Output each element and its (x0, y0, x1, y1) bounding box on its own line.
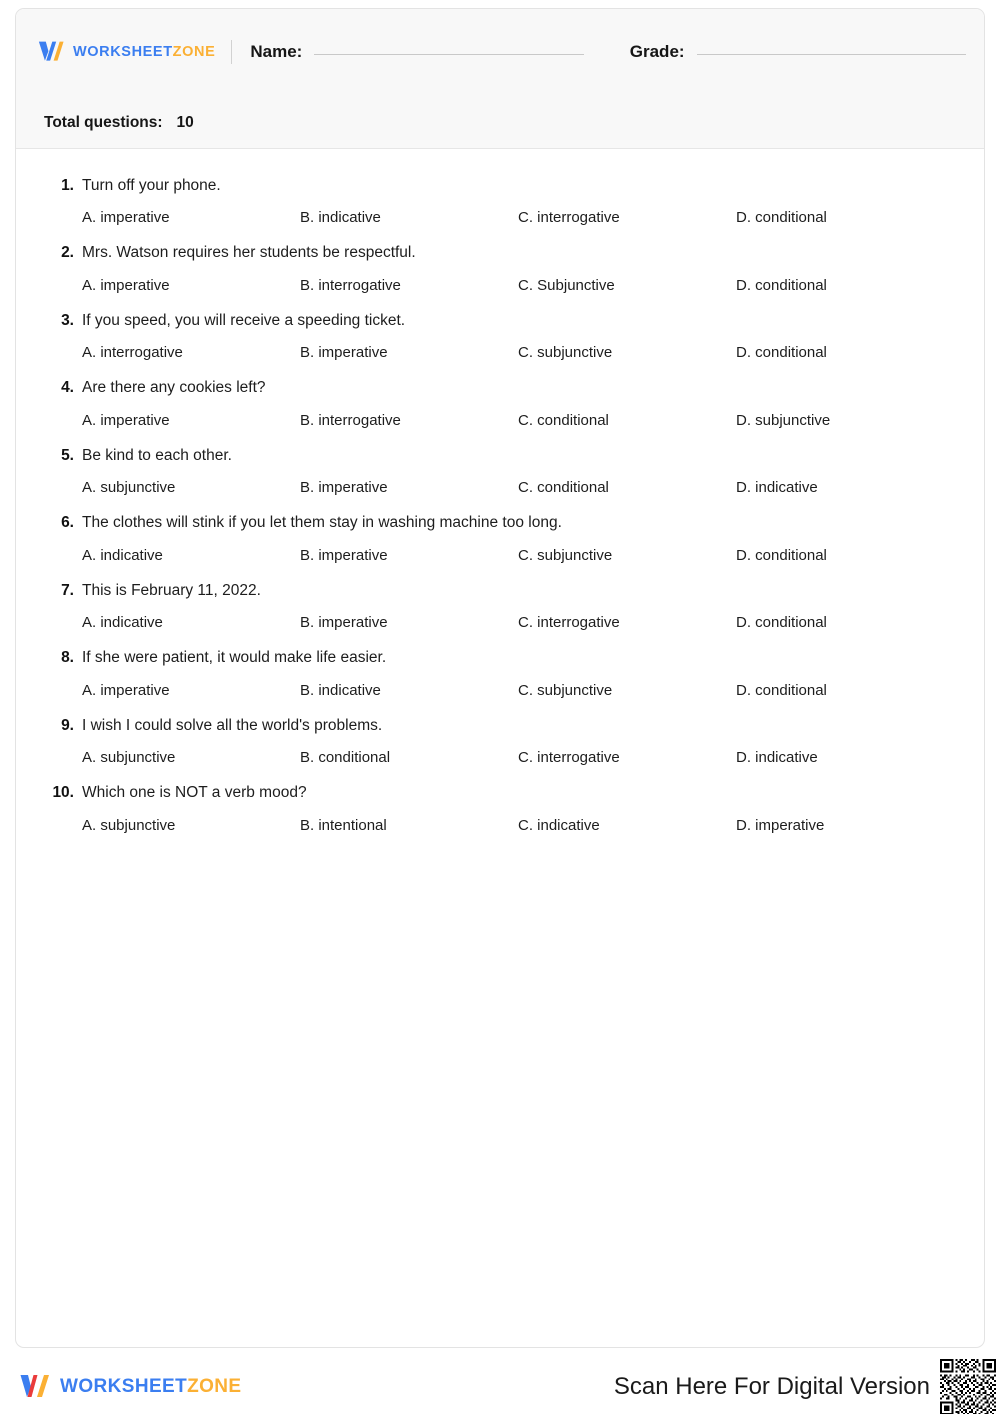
answer-option[interactable]: B. indicative (300, 209, 381, 227)
answer-option[interactable]: B. imperative (300, 344, 388, 362)
answer-option[interactable]: A. indicative (82, 614, 163, 632)
page-footer (0, 1360, 1000, 1414)
answer-options (42, 614, 958, 631)
question-number: 3. (61, 311, 74, 329)
header-divider (231, 40, 232, 64)
question-prompt-row (42, 580, 958, 602)
answer-options (42, 479, 958, 496)
footer-logo-word-worksheet: WORKSHEET (60, 1376, 188, 1397)
footer-logo-word-zone: ZONE (187, 1376, 242, 1397)
answer-option[interactable]: A. indicative (82, 546, 163, 564)
answer-option[interactable]: A. imperative (82, 411, 170, 429)
name-field[interactable] (250, 42, 583, 62)
question-text: The clothes will stink if you let them stay in washing machine too long. (82, 514, 562, 532)
answer-option[interactable]: C. subjunctive (518, 681, 613, 699)
question-item (42, 647, 958, 698)
question-number: 6. (61, 514, 74, 532)
question-text: Turn off your phone. (82, 177, 221, 194)
question-item (42, 310, 958, 361)
answer-option[interactable]: C. interrogative (518, 749, 620, 767)
answer-option[interactable]: C. conditional (518, 479, 609, 497)
answer-option[interactable]: C. conditional (518, 411, 609, 429)
answer-options (42, 817, 958, 834)
question-prompt-row (42, 647, 958, 669)
logo-wordmark (73, 44, 215, 60)
scan-digital-version-label: Scan Here For Digital Version (613, 1373, 930, 1400)
answer-option[interactable]: D. imperative (736, 816, 825, 834)
answer-option[interactable]: C. Subjunctive (518, 276, 615, 294)
answer-option[interactable]: A. imperative (82, 276, 170, 294)
answer-options (42, 344, 958, 361)
footer-worksheet-zone-logo (18, 1372, 242, 1402)
question-item (42, 782, 958, 833)
header-row (16, 29, 984, 75)
answer-option[interactable]: B. intentional (300, 816, 387, 834)
total-questions (44, 114, 194, 132)
total-questions-label: Total questions: (44, 114, 163, 131)
total-questions-value: 10 (176, 114, 194, 131)
grade-label: Grade: (629, 42, 685, 61)
footer-logo-wordmark (60, 1376, 242, 1398)
logo-w-icon (36, 39, 66, 65)
question-text: Mrs. Watson requires her students be respectful. (82, 244, 416, 262)
question-number: 1. (61, 177, 74, 194)
answer-option[interactable]: B. indicative (300, 681, 381, 699)
name-label: Name: (250, 42, 303, 61)
logo-word-worksheet: WORKSHEET (73, 44, 173, 60)
qr-code-icon[interactable] (940, 1359, 996, 1414)
footer-logo-w-icon (18, 1372, 52, 1402)
answer-option[interactable]: A. subjunctive (82, 479, 176, 497)
answer-options (42, 749, 958, 766)
answer-option[interactable]: D. conditional (736, 614, 827, 632)
question-item (42, 445, 958, 496)
question-number: 4. (61, 379, 74, 397)
answer-options (42, 682, 958, 699)
answer-options (42, 547, 958, 564)
answer-option[interactable]: A. interrogative (82, 344, 183, 362)
answer-option[interactable]: B. interrogative (300, 411, 401, 429)
answer-option[interactable]: D. conditional (736, 546, 827, 564)
question-text: Be kind to each other. (82, 446, 232, 464)
answer-option[interactable]: D. subjunctive (736, 411, 831, 429)
answer-option[interactable]: C. indicative (518, 816, 600, 834)
question-text: If she were patient, it would make life easier. (82, 649, 387, 667)
question-number: 7. (61, 581, 74, 599)
question-prompt-row (42, 445, 958, 467)
question-item (42, 580, 958, 631)
question-prompt-row (42, 715, 958, 737)
answer-option[interactable]: A. imperative (82, 209, 170, 227)
answer-options (42, 209, 958, 226)
question-number: 5. (61, 446, 74, 464)
question-item (42, 175, 958, 226)
answer-option[interactable]: D. indicative (736, 749, 818, 767)
answer-option[interactable]: B. imperative (300, 479, 388, 497)
worksheet-zone-logo (36, 39, 215, 65)
question-text: If you speed, you will receive a speeding ticket. (82, 311, 406, 329)
answer-options (42, 277, 958, 294)
question-item (42, 377, 958, 428)
question-text: I wish I could solve all the world's problems. (82, 716, 383, 734)
name-input-line[interactable] (314, 54, 583, 55)
question-item (42, 242, 958, 293)
answer-option[interactable]: C. interrogative (518, 614, 620, 632)
question-prompt-row (42, 175, 958, 197)
question-prompt-row (42, 242, 958, 264)
answer-option[interactable]: C. subjunctive (518, 546, 613, 564)
grade-input-line[interactable] (697, 54, 966, 55)
questions-list (16, 149, 984, 834)
worksheet-card (15, 8, 985, 1348)
answer-option[interactable]: D. conditional (736, 276, 827, 294)
question-prompt-row (42, 377, 958, 399)
answer-option[interactable]: D. conditional (736, 209, 827, 227)
answer-option[interactable]: A. subjunctive (82, 816, 176, 834)
logo-word-zone: ZONE (172, 44, 216, 60)
answer-option[interactable]: C. subjunctive (518, 344, 613, 362)
question-prompt-row (42, 310, 958, 332)
grade-field[interactable] (630, 42, 966, 62)
answer-option[interactable]: B. imperative (300, 546, 388, 564)
answer-option[interactable]: B. imperative (300, 614, 388, 632)
answer-option[interactable]: A. imperative (82, 681, 170, 699)
question-item (42, 512, 958, 563)
question-number: 10. (52, 784, 74, 802)
answer-option[interactable]: B. conditional (300, 749, 391, 767)
answer-option[interactable]: D. indicative (736, 479, 818, 497)
question-prompt-row (42, 782, 958, 804)
answer-option[interactable]: A. subjunctive (82, 749, 176, 767)
answer-option[interactable]: B. interrogative (300, 276, 401, 294)
question-item (42, 715, 958, 766)
answer-option[interactable]: C. interrogative (518, 209, 620, 227)
question-number: 9. (61, 716, 74, 734)
question-text: This is February 11, 2022. (82, 581, 261, 599)
answer-options (42, 412, 958, 429)
question-number: 8. (61, 649, 74, 667)
question-text: Are there any cookies left? (82, 379, 266, 397)
question-number: 2. (61, 244, 74, 262)
question-text: Which one is NOT a verb mood? (82, 784, 307, 802)
worksheet-header (16, 9, 984, 149)
question-prompt-row (42, 512, 958, 534)
answer-option[interactable]: D. conditional (736, 681, 827, 699)
answer-option[interactable]: D. conditional (736, 344, 827, 362)
